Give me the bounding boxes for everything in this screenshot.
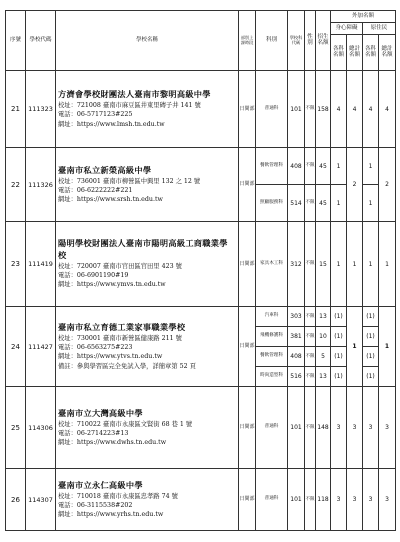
school-name: 陽明學校財團法人臺南市陽明高級工商職業學校	[58, 238, 228, 261]
school-name: 臺南市私立育德工業家事職業學校	[58, 322, 186, 333]
aboriginal-total: 2	[379, 148, 396, 222]
disabled-total: 1	[347, 307, 363, 387]
school-phone: 電話：06-6563275#223	[58, 344, 133, 352]
program-code: 381	[288, 327, 305, 347]
school-website: 網址：https://www.dwhs.tn.edu.tw	[58, 439, 167, 446]
table-row	[6, 148, 396, 185]
aboriginal-total: 3	[379, 469, 396, 531]
header-no: 序號	[6, 11, 26, 71]
school-info	[56, 71, 239, 148]
disabled-each: 4	[331, 71, 347, 148]
program-gender: 不限	[305, 469, 316, 531]
program-quota: 148	[316, 387, 331, 469]
program-code: 101	[288, 387, 305, 469]
program-quota: 158	[316, 71, 331, 148]
program-quota: 5	[316, 347, 331, 367]
row-code: 114306	[26, 387, 56, 469]
disabled-each: (1)	[331, 347, 347, 367]
program-gender: 不限	[305, 148, 316, 185]
header-aboriginal-group: 原住民	[363, 23, 396, 35]
school-phone: 電話：06-2714223#13	[58, 429, 129, 437]
header-aboriginal-each: 各科名額	[363, 35, 379, 71]
program-name: 飛機修護科	[256, 327, 288, 347]
program-quota: 10	[316, 327, 331, 347]
program-code: 408	[288, 347, 305, 367]
header-code: 學校代碼	[26, 11, 56, 71]
school-info	[56, 148, 239, 222]
school-name: 臺南市立大灣高級中學	[58, 407, 143, 418]
table-row	[6, 71, 396, 148]
disabled-each: 1	[331, 222, 347, 307]
table-header	[6, 11, 396, 71]
disabled-total: 3	[347, 387, 363, 469]
school-info	[56, 222, 239, 307]
row-no: 21	[6, 71, 26, 148]
program-code: 514	[288, 185, 305, 222]
school-website: 網址：https://www.ymvs.tn.edu.tw	[58, 281, 166, 289]
disabled-total: 1	[347, 222, 363, 307]
table-row	[6, 469, 396, 531]
school-address: 校址：710022 臺南市永康區文賢街 68 巷 1 號	[58, 420, 193, 428]
program-quota: 45	[316, 185, 331, 222]
header-disabled-group: 身心障礙	[331, 23, 363, 35]
row-no: 24	[6, 307, 26, 387]
school-info	[56, 469, 239, 531]
program-gender: 不限	[305, 307, 316, 327]
row-dept: 日間部	[239, 222, 256, 307]
disabled-total: 3	[347, 469, 363, 531]
header-extra-group: 外加名額	[331, 11, 396, 23]
disabled-each: (1)	[331, 327, 347, 347]
row-code: 114307	[26, 469, 56, 531]
program-gender: 不限	[305, 185, 316, 222]
program-gender: 不限	[305, 327, 316, 347]
school-name: 方濟會學校財團法人臺南市黎明高級中學	[58, 89, 211, 100]
school-phone: 電話：06-6222222#221	[58, 186, 133, 194]
aboriginal-each: 1	[363, 222, 379, 307]
program-name: 時尚造型科	[256, 367, 288, 387]
aboriginal-total: 4	[379, 71, 396, 148]
program-quota: 13	[316, 367, 331, 387]
disabled-each: (1)	[331, 307, 347, 327]
row-dept: 日間部	[239, 469, 256, 531]
row-code: 111427	[26, 307, 56, 387]
program-code: 408	[288, 148, 305, 185]
program-gender: 不限	[305, 222, 316, 307]
program-gender: 不限	[305, 367, 316, 387]
header-disabled-each: 各科名額	[331, 35, 347, 71]
program-gender: 不限	[305, 347, 316, 367]
row-dept: 日間部	[239, 71, 256, 148]
school-info	[56, 307, 239, 387]
program-gender: 不限	[305, 387, 316, 469]
program-gender: 不限	[305, 71, 316, 148]
program-name: 餐飲管理科	[256, 347, 288, 367]
disabled-each: (1)	[331, 367, 347, 387]
school-address: 校址：710018 臺南市永康區忠孝路 74 號	[58, 492, 178, 500]
program-code: 312	[288, 222, 305, 307]
row-no: 23	[6, 222, 26, 307]
aboriginal-each: (1)	[363, 367, 379, 387]
program-code: 101	[288, 71, 305, 148]
header-quota: 招生名額	[316, 11, 331, 71]
header-system: 部別上課時段	[239, 11, 256, 71]
program-code: 516	[288, 367, 305, 387]
program-name: 照顧服務科	[256, 185, 288, 222]
header-disabled-total: 總計名額	[347, 35, 363, 71]
program-name: 普通科	[256, 71, 288, 148]
program-name: 普通科	[256, 469, 288, 531]
aboriginal-total: 1	[379, 307, 396, 387]
table-row	[6, 307, 396, 327]
disabled-each: 3	[331, 387, 347, 469]
program-name: 汽車科	[256, 307, 288, 327]
program-name: 餐飲管理科	[256, 148, 288, 185]
aboriginal-each: (1)	[363, 327, 379, 347]
disabled-each: 3	[331, 469, 347, 531]
aboriginal-total: 3	[379, 387, 396, 469]
school-website: 網址：https://www.ytvs.tn.edu.tw	[58, 353, 163, 361]
table-row	[6, 387, 396, 469]
school-info	[56, 387, 239, 469]
program-quota: 118	[316, 469, 331, 531]
school-phone: 電話：06-6901190#19	[58, 272, 129, 280]
disabled-total: 4	[347, 71, 363, 148]
school-address: 校址：730001 臺南市新營區健康路 211 號	[58, 335, 182, 343]
school-name: 臺南市私立新榮高級中學	[58, 164, 152, 175]
aboriginal-each: 1	[363, 185, 379, 222]
row-no: 22	[6, 148, 26, 222]
row-code: 111419	[26, 222, 56, 307]
program-code: 303	[288, 307, 305, 327]
school-quota-table	[5, 10, 396, 531]
program-quota: 13	[316, 307, 331, 327]
aboriginal-each: 3	[363, 387, 379, 469]
school-phone: 電話：06-3115538#202	[58, 501, 133, 509]
program-name: 家具木工科	[256, 222, 288, 307]
row-no: 25	[6, 387, 26, 469]
header-program-code: 學校科代碼	[288, 11, 305, 71]
school-address: 校址：720007 臺南市官田區官田里 423 號	[58, 263, 182, 271]
table-row	[6, 222, 396, 307]
school-website: 網址：https://www.yrhs.tn.edu.tw	[58, 511, 164, 518]
program-code: 101	[288, 469, 305, 531]
row-code: 111323	[26, 71, 56, 148]
aboriginal-each: 3	[363, 469, 379, 531]
aboriginal-each: (1)	[363, 307, 379, 327]
aboriginal-total: 1	[379, 222, 396, 307]
school-address: 校址：736001 臺南市柳營區中興里 132 之 12 號	[58, 177, 201, 185]
row-code: 111326	[26, 148, 56, 222]
disabled-each: 1	[331, 148, 347, 185]
row-dept: 日間部	[239, 307, 256, 387]
header-name: 學校名稱	[56, 11, 239, 71]
disabled-each: 1	[331, 185, 347, 222]
program-quota: 15	[316, 222, 331, 307]
school-website: 網址：https://www.lmsh.tn.edu.tw	[58, 120, 165, 128]
school-note: 備註：參與學習區完全免試入學，詳簡章第 52 頁	[58, 362, 196, 370]
program-quota: 45	[316, 148, 331, 185]
header-aboriginal-total: 總計名額	[379, 35, 396, 71]
aboriginal-each: (1)	[363, 347, 379, 367]
disabled-total: 2	[347, 148, 363, 222]
header-program: 科別	[256, 11, 288, 71]
program-name: 普通科	[256, 387, 288, 469]
header-gender: 性別	[305, 11, 316, 71]
aboriginal-each: 4	[363, 71, 379, 148]
aboriginal-each: 1	[363, 148, 379, 185]
school-phone: 電話：06-5717123#225	[58, 111, 133, 119]
row-dept: 日間部	[239, 387, 256, 469]
row-dept: 日間部	[239, 148, 256, 222]
school-name: 臺南市立永仁高級中學	[58, 479, 143, 490]
row-no: 26	[6, 469, 26, 531]
school-address: 校址：721008 臺南市麻豆區井東里磚子井 141 號	[58, 102, 201, 110]
school-website: 網址：https://www.srsh.tn.edu.tw	[58, 196, 163, 203]
